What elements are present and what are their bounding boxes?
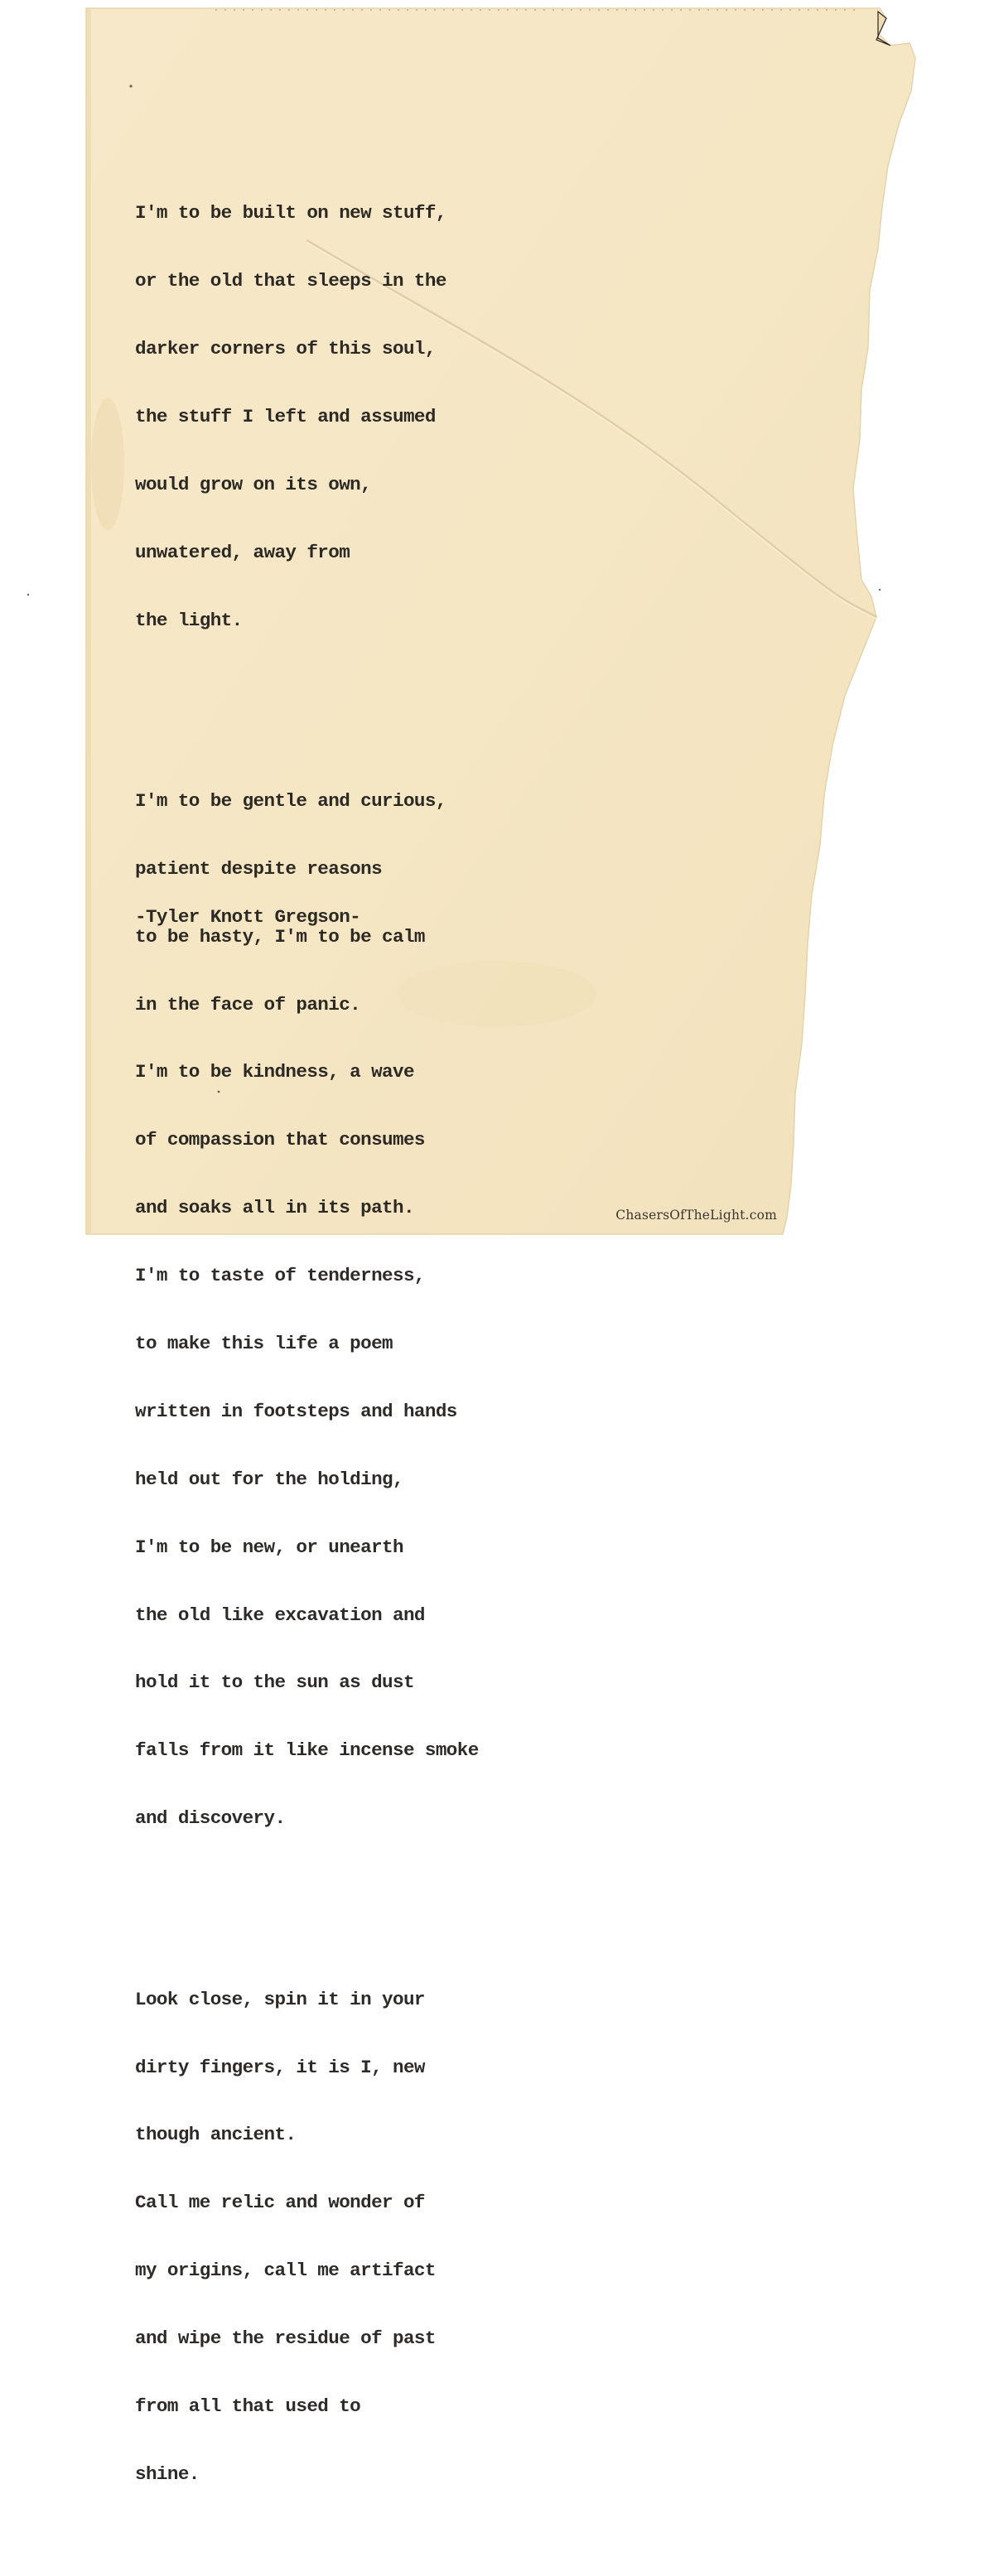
poem-line: dirty fingers, it is I, new [135, 2056, 425, 2078]
poem-line: hold it to the sun as dust [135, 1672, 414, 1694]
poem-line: and soaks all in its path. [135, 1197, 414, 1219]
poem-line: to make this life a poem [135, 1333, 393, 1355]
poem-line: though ancient. [135, 2124, 297, 2146]
poem-line: I'm to be built on new stuff, [135, 202, 446, 224]
poem-line: Call me relic and wonder of [135, 2192, 425, 2214]
poem-line: Look close, spin it in your [135, 1988, 425, 2010]
poem-line: unwatered, away from [135, 541, 350, 563]
poem-line: patient despite reasons [135, 857, 383, 880]
poem-line: and wipe the residue of past [135, 2328, 436, 2350]
poem-line: would grow on its own, [135, 473, 372, 495]
poem-line: I'm to taste of tenderness, [135, 1265, 425, 1287]
poem-line: written in footsteps and hands [135, 1400, 457, 1422]
poem-line: shine. [135, 2463, 200, 2485]
poem-line: the light. [135, 609, 243, 631]
poem-line: of compassion that consumes [135, 1129, 425, 1151]
poem-line: from all that used to [135, 2395, 361, 2417]
poem-signature: -Tyler Knott Gregson- [135, 906, 361, 928]
poem-line: the old like excavation and [135, 1604, 425, 1626]
poem-stanza [135, 157, 566, 678]
poem-line: I'm to be gentle and curious, [135, 789, 446, 812]
poem-line: darker corners of this soul, [135, 337, 436, 359]
poem-line: the stuff I left and assumed [135, 405, 436, 427]
poem-line: I'm to be kindness, a wave [135, 1061, 414, 1083]
poem-line: I'm to be new, or unearth [135, 1536, 403, 1558]
poem-line: and discovery. [135, 1807, 286, 1830]
poem-line: falls from it like incense smoke [135, 1739, 479, 1762]
poem-line: held out for the holding, [135, 1468, 403, 1490]
poem-line: to be hasty, I'm to be calm [135, 925, 425, 948]
poem-stanza [135, 1943, 566, 2531]
site-watermark: ChasersOfTheLight.com [615, 1208, 777, 1223]
poem-line: my origins, call me artifact [135, 2260, 436, 2282]
poem-line: or the old that sleeps in the [135, 270, 446, 292]
poem-body [135, 112, 566, 2576]
poem-line: in the face of panic. [135, 993, 361, 1015]
